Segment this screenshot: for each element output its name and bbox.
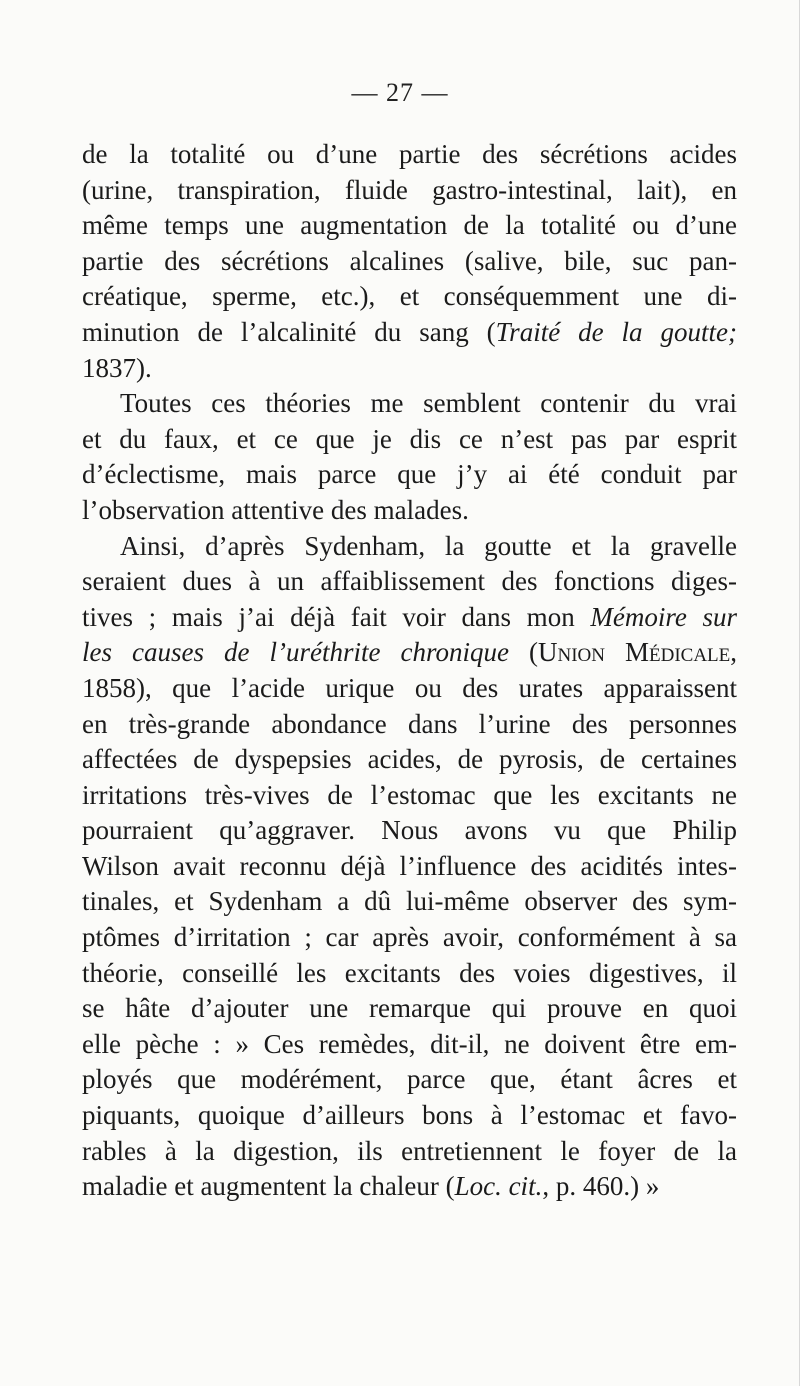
line-text: même temps une augmentation de la totalité ou d’une [82,210,737,241]
line-text: créatique, sperme, etc.), et conséquemment une di- [82,281,737,312]
text-line [82,778,737,814]
line-text: 1858), que l’acide urique ou des urates apparaissent [82,672,737,703]
line-text: théorie, conseillé les excitants des voies digestives, il [82,957,737,988]
line-text: minution de l’alcalinité du sang ( [82,316,496,347]
text-line [82,671,737,707]
line-text: seraient dues à un affaiblissement des fonctions diges- [82,566,737,597]
line-text: piquants, quoique d’ailleurs bons à l’estomac et favo- [82,1100,737,1131]
body-text [82,137,737,1205]
text-line [82,493,737,529]
page-number: — 27 — [351,78,449,107]
line-text: Wilson avait reconnu déjà l’influence des acidités intes- [82,850,737,881]
text-line [82,173,737,209]
text-line [82,884,737,920]
line-text: et du faux, et ce que je dis ce n’est pas par esprit [82,423,737,454]
text-line [82,991,737,1027]
text-line [82,742,737,778]
line-text: ptômes d’irritation ; car après avoir, conformément à sa [82,922,737,953]
text-line [82,1062,737,1098]
line-text: maladie et augmentent la chaleur ( [82,1171,455,1202]
text-line [82,208,737,244]
journal-name-smallcaps: Union Médicale [537,637,731,668]
text-line [82,315,737,351]
text-line [82,1098,737,1134]
text-line [82,1169,737,1205]
text-line [82,529,737,565]
line-text: 1837). [82,352,152,383]
line-text: , [730,637,738,668]
text-line [82,1134,737,1170]
line-text: de la totalité ou d’une partie des sécrétions acides [82,139,737,169]
text-line [82,600,737,636]
line-text: rables à la digestion, ils entretiennent le foyer de la [82,1135,737,1166]
book-title-italic: Traité de la goutte; [495,316,737,347]
text-line [82,849,737,885]
line-text: d’éclectisme, mais parce que j’y ai été conduit par [82,459,737,490]
line-text: Toutes ces théories me semblent contenir du vrai [120,388,737,419]
text-line [82,422,737,458]
line-text: elle pèche : » Ces remèdes, dit-il, ne doivent être em- [82,1028,737,1059]
memoir-title-italic: Mémoire sur [590,601,737,632]
text-line [82,813,737,849]
line-text: ( [508,637,538,668]
line-text: partie des sécrétions alcalines (salive, bile, suc pan- [82,245,737,276]
text-line [82,457,737,493]
line-text: , p. 460.) » [542,1171,660,1202]
text-line [82,707,737,743]
text-line [82,635,737,671]
text-line [82,279,737,315]
line-text: irritations très-vives de l’estomac que les excitants ne [82,779,737,810]
line-text: affectées de dyspepsies acides, de pyrosis, de certaines [82,744,737,775]
memoir-title-italic: les causes de l’uréthrite chronique [82,637,509,668]
line-text: ployés que modérément, parce que, étant âcres et [82,1064,737,1095]
text-line [82,564,737,600]
text-line [82,351,737,387]
line-text: Ainsi, d’après Sydenham, la goutte et la gravelle [120,530,737,561]
line-text: pourraient qu’aggraver. Nous avons vu que Philip [82,815,737,846]
line-text: tives ; mais j’ai déjà fait voir dans mon [82,601,591,632]
line-text: l’observation attentive des malades. [82,494,469,525]
line-text: en très-grande abondance dans l’urine des personnes [82,708,737,739]
text-line [82,920,737,956]
text-line [82,956,737,992]
text-line [82,244,737,280]
text-line [82,1027,737,1063]
citation-italic: Loc. cit. [454,1171,543,1202]
line-text: tinales, et Sydenham a dû lui-même observer des sym- [82,886,737,917]
text-line [82,137,737,173]
line-text: se hâte d’ajouter une remarque qui prouve en quoi [82,993,737,1024]
text-line [82,386,737,422]
line-text: (urine, transpiration, fluide gastro-intestinal, lait), en [82,174,737,205]
